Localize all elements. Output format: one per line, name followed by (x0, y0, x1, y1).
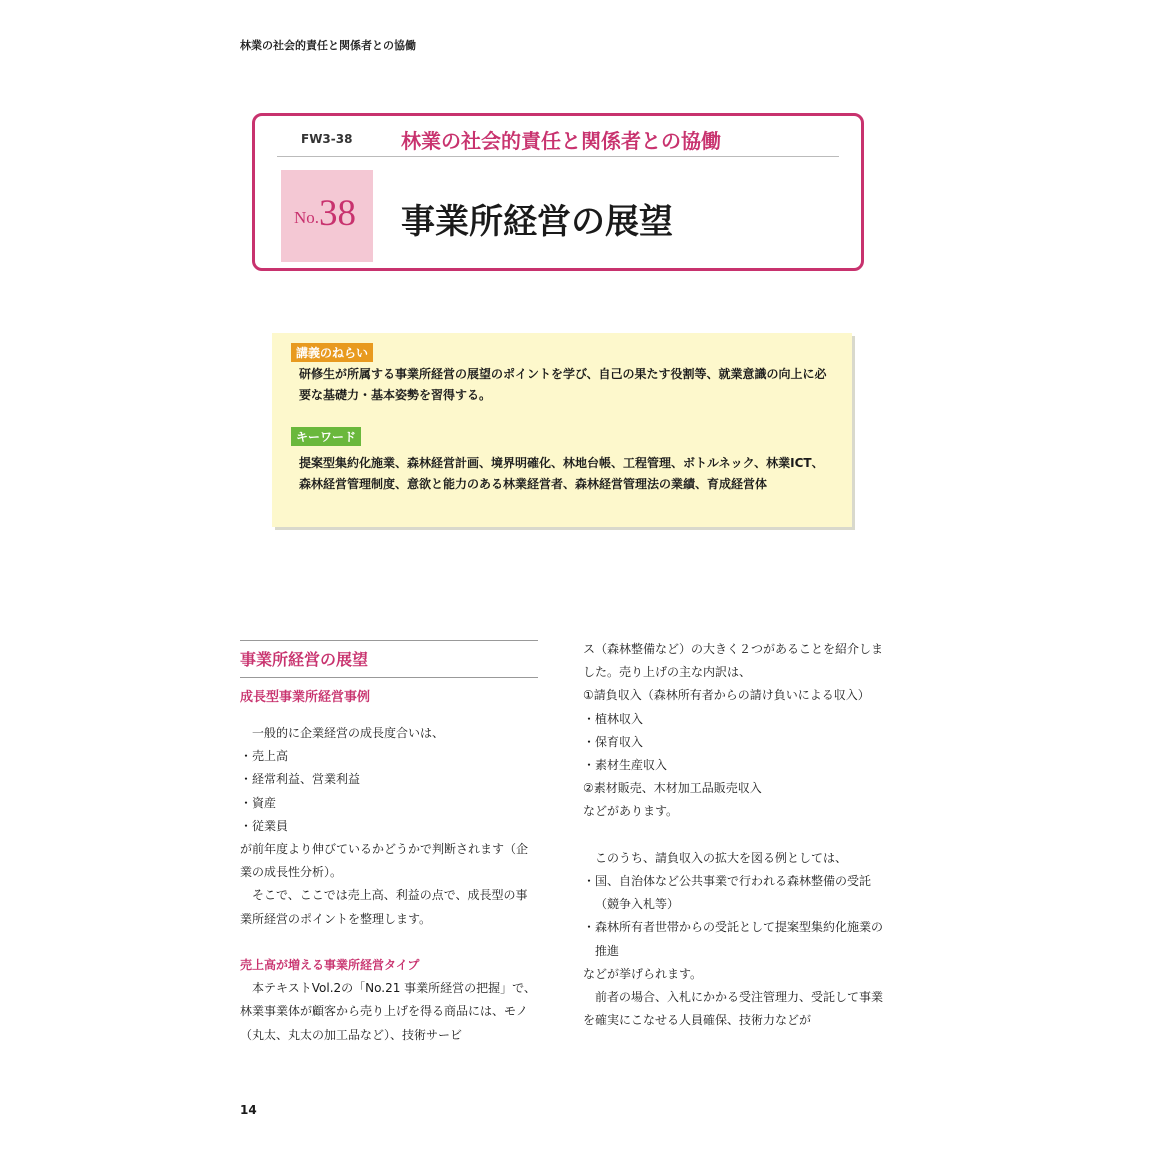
subsection-title: 成長型事業所経営事例 (240, 690, 371, 705)
list-item: ・素材生産収入 (583, 758, 668, 773)
list-item: ②素材販売、木材加工品販売収入 (583, 781, 762, 796)
paragraph: などが挙げられます。 (583, 966, 703, 981)
subheading: 売上高が増える事業所経営タイプ (240, 958, 420, 973)
title-divider (277, 156, 839, 157)
series-title: 林業の社会的責任と関係者との協働 (401, 129, 721, 153)
number-prefix: No. (294, 208, 320, 227)
section-rule-bottom (240, 677, 538, 678)
list-item: ・森林所有者世帯からの受託として提案型集約化施業の推進 (583, 920, 884, 958)
lecture-code: FW3-38 (301, 132, 353, 146)
keyword-text: 提案型集約化施業、森林経営計画、境界明確化、林地台帳、工程管理、ボトルネック、林業ICT、森林経営管理制度、意欲と能力のある林業経営者、森林経営管理法の業績、育成経営体 (299, 456, 824, 491)
page-title: 事業所経営の展望 (401, 202, 673, 242)
list-item: ・植林収入 (583, 711, 644, 726)
number-value: 38 (319, 193, 356, 234)
paragraph: が前年度より伸びているかどうかで判断されます（企業の成長性分析）。 (240, 842, 529, 880)
list-item: ・国、自治体など公共事業で行われる森林整備の受託（競争入札等） (583, 874, 872, 912)
section-title: 事業所経営の展望 (240, 650, 369, 669)
paragraph: 一般的に企業経営の成長度合いは、 (252, 726, 445, 740)
paragraph: そこで、ここでは売上高、利益の点で、成長型の事業所経営のポイントを整理します。 (240, 888, 528, 926)
number-badge (281, 170, 373, 262)
paragraph: ス（森林整備など）の大きく２つがあることを紹介しました。売り上げの主な内訳は、 (583, 642, 884, 680)
list-item: ・経常利益、営業利益 (240, 772, 361, 787)
running-head: 林業の社会的責任と関係者との協働 (240, 39, 416, 52)
list-item: ・従業員 (240, 818, 289, 833)
list-item: ・保育収入 (583, 734, 644, 749)
right-column (583, 638, 885, 1032)
paragraph: 本テキストVol.2の「No.21 事業所経営の把握」で、林業事業体が顧客から売り上げを得る商品には、モノ（丸太、丸太の加工品など）、技術サービ (240, 981, 536, 1042)
list-item: ①請負収入（森林所有者からの請け負いによる収入） (583, 688, 870, 703)
section-rule (240, 640, 538, 641)
list-item: ・資産 (240, 795, 277, 810)
keyword-label: キーワード (291, 427, 361, 446)
page-number: 14 (240, 1103, 257, 1117)
list-item: ・売上高 (240, 749, 289, 764)
left-column (240, 640, 538, 1047)
paragraph: このうち、請負収入の拡大を図る例としては、 (595, 850, 848, 865)
paragraph: 前者の場合、入札にかかる受注管理力、受託して事業を確実にこなせる人員確保、技術力などが (583, 990, 884, 1028)
aim-label: 講義のねらい (291, 343, 373, 362)
aim-text: 研修生が所属する事業所経営の展望のポイントを学び、自己の果たす役割等、就業意識の向上に必要な基礎力・基本姿勢を習得する。 (299, 367, 827, 402)
paragraph: などがあります。 (583, 804, 679, 819)
aim-keyword-box (272, 333, 852, 527)
title-box (252, 113, 864, 271)
